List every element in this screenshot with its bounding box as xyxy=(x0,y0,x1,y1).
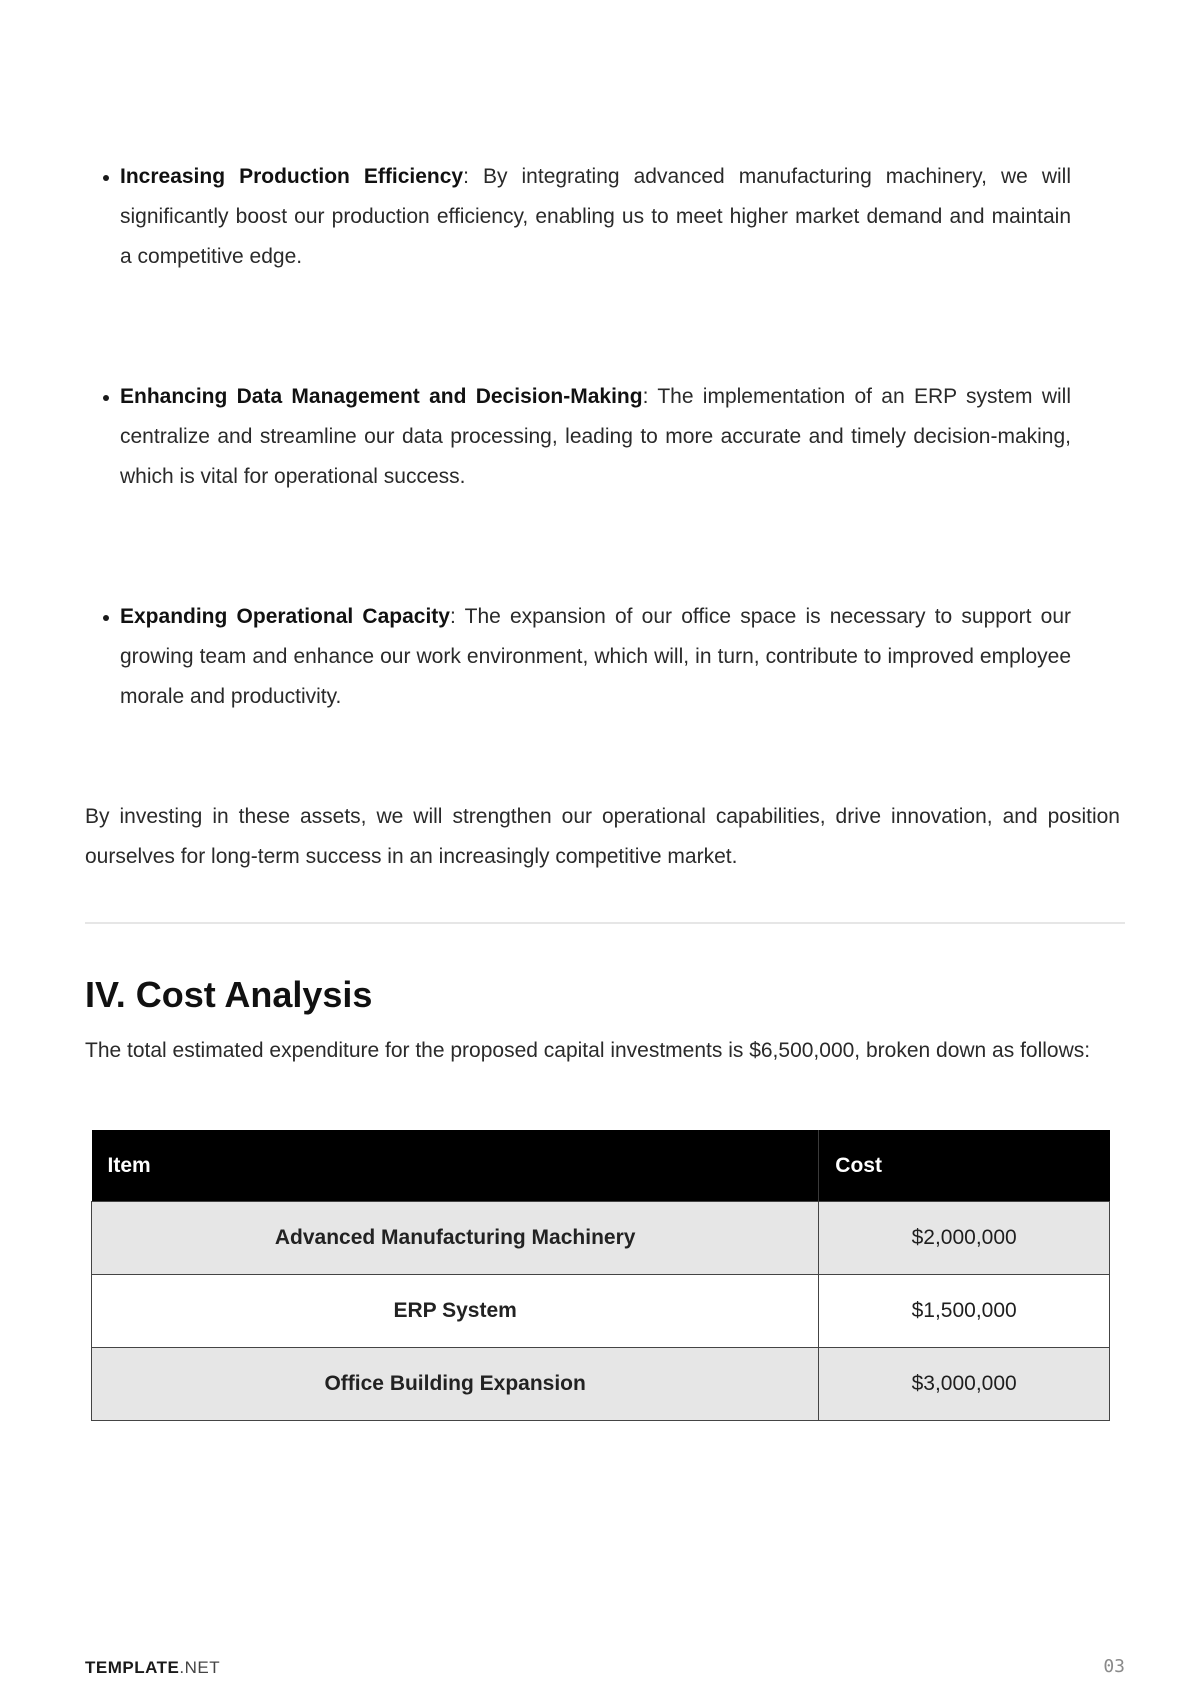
page-number: 03 xyxy=(1103,1656,1125,1677)
cost-table xyxy=(91,1130,1110,1421)
footer-brand-logo xyxy=(85,1658,220,1678)
bullet-text: : The implementation of an ERP system will centralize and streamline our data processing, leading to more accurate and timely decision-making, which is vital for operational success. xyxy=(120,385,1071,488)
list-item xyxy=(101,157,1071,277)
cost-cell: $1,500,000 xyxy=(819,1275,1110,1348)
list-item xyxy=(101,597,1071,717)
section-intro: The total estimated expenditure for the proposed capital investments is $6,500,000, broken down as follows: xyxy=(85,1039,1091,1062)
item-cell: ERP System xyxy=(92,1275,819,1348)
table-row xyxy=(92,1275,1110,1348)
item-cell: Office Building Expansion xyxy=(92,1348,819,1421)
brand-light: .NET xyxy=(179,1658,221,1677)
bullet-term: Enhancing Data Management and Decision-Making xyxy=(120,385,643,408)
cost-cell: $2,000,000 xyxy=(819,1202,1110,1275)
list-item xyxy=(101,377,1071,497)
table-row xyxy=(92,1202,1110,1275)
item-cell: Advanced Manufacturing Machinery xyxy=(92,1202,819,1275)
bullet-text: : The expansion of our office space is necessary to support our growing team and enhance our work environment, which will, in turn, contribute to improved employee morale and productivity. xyxy=(120,605,1072,708)
bullet-term: Expanding Operational Capacity xyxy=(120,605,450,628)
brand-strong: TEMPLATE xyxy=(85,1658,180,1677)
table-row xyxy=(92,1348,1110,1421)
closing-paragraph: By investing in these assets, we will strengthen our operational capabilities, drive innovation, and position ourselves for long-term success in an increasingly competitive market. xyxy=(85,805,1120,868)
table-header-row xyxy=(92,1130,1110,1202)
bullet-text: : By integrating advanced manufacturing machinery, we will significantly boost our production efficiency, enabling us to meet higher market demand and maintain a competitive edge. xyxy=(120,165,1071,268)
bullet-term: Increasing Production Efficiency xyxy=(120,165,464,188)
section-title: IV. Cost Analysis xyxy=(85,974,373,1015)
benefits-list xyxy=(101,157,1071,717)
cost-cell: $3,000,000 xyxy=(819,1348,1110,1421)
header-cost: Cost xyxy=(819,1130,1110,1202)
header-item: Item xyxy=(92,1130,819,1202)
section-divider xyxy=(85,922,1125,924)
